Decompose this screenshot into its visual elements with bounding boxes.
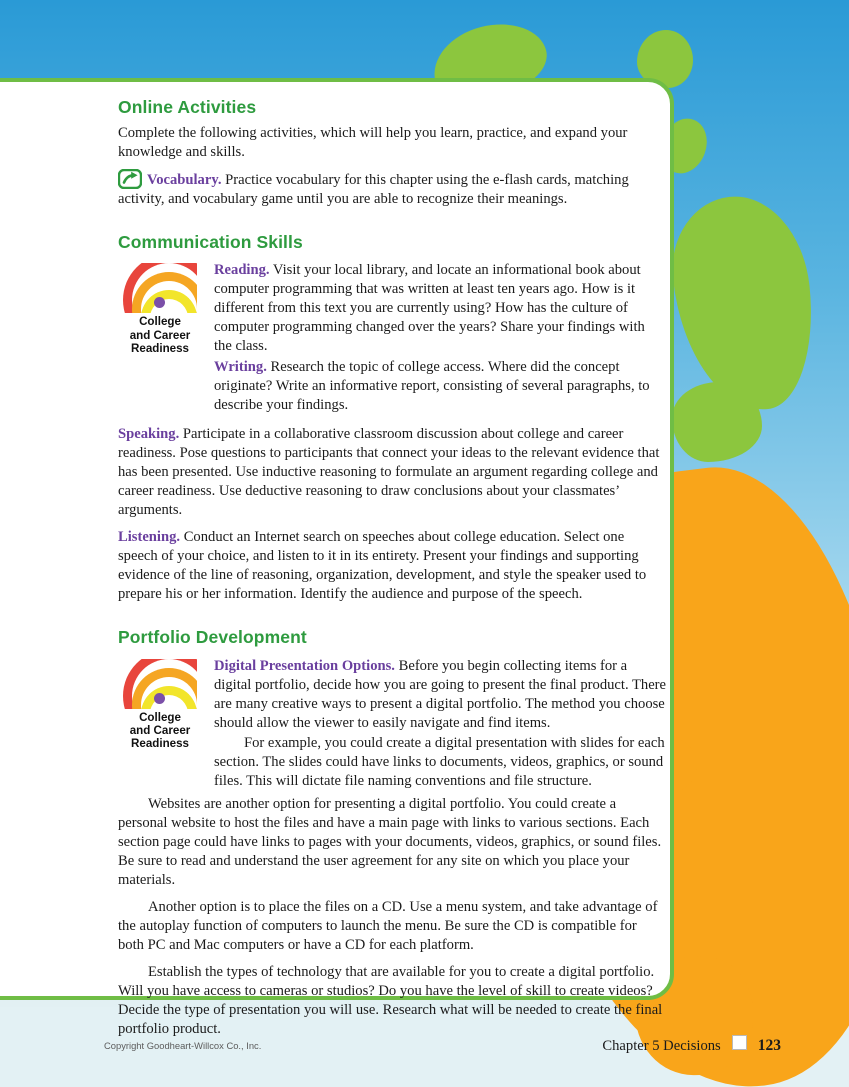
portfolio-paragraph: Another option is to place the files on a CD. Use a menu system, and take advantage of the autoplay function of computers to launch the menu. Be sure the CD is compatible for both PC and Mac computers or have a CD for each platform. [118, 899, 658, 954]
section-heading-portfolio-development: Portfolio Development [118, 626, 307, 647]
ccr-arcs-icon [123, 263, 197, 313]
ccr-arcs-icon [123, 659, 197, 709]
activity-speaking [118, 425, 666, 520]
page-body [118, 96, 666, 1039]
activity-listening [118, 528, 666, 604]
portfolio-development-block [118, 657, 666, 792]
section-heading-communication-skills: Communication Skills [118, 231, 303, 252]
portfolio-paragraph: Websites are another option for presenting a digital portfolio. You could create a personal website to host the files and have a main page with links to various sections. Each section page could have links to pages with your documents, videos, graphics, or sound files. Be sure to read and understand the user agreement for any site on which you place your materials. [118, 796, 662, 889]
section-heading-online-activities: Online Activities [118, 97, 257, 117]
activity-text: Conduct an Internet search on speeches about college education. Select one speech of your choice, and listen to it in its entirety. Present your findings and supporting evidence of the line of reasoning, organization, development, and style the speaker used to prepare his or her information. Identify the audience and purpose of the speech. [118, 528, 647, 602]
communication-skills-block [118, 261, 666, 415]
activity-label: Reading. [214, 262, 270, 279]
vocabulary-activity [118, 169, 666, 209]
activity-text: Participate in a collaborative classroom discussion about college and career readiness. Pose questions to participants that connect your ideas to the relevant evidence that has been presented. Use inductive reasoning to formulate an argument regarding college and career readiness. Use deductive reasoning to draw conclusions about your classmates’ arguments. [118, 426, 660, 518]
activity-text: Visit your local library, and locate an informational book about computer programming that was written at least ten years ago. How is it different from this text you are currently using? How has the culture of computer programming changed over the years? Share your findings with the class. [214, 262, 645, 355]
activity-label: Listening. [118, 528, 181, 545]
digital-presentation-options [214, 657, 666, 733]
ccr-caption-line: Readiness [131, 342, 189, 356]
college-career-readiness-logo [118, 263, 202, 355]
activity-writing [214, 358, 666, 415]
activity-reading [214, 261, 666, 356]
activity-label: Digital Presentation Options. [214, 657, 395, 674]
activity-text: Before you begin collecting items for a digital portfolio, decide how you are going to present the final product. There are many creative ways to present a digital portfolio. The method you choose should allow the viewer to easily navigate and find items. [214, 657, 667, 731]
communication-skills-text [214, 261, 666, 415]
chapter-label: Chapter 5 Decisions [602, 1038, 721, 1054]
ccr-caption-line: College [139, 710, 181, 724]
ccr-caption-line: College [139, 315, 181, 329]
ccr-caption-line: Readiness [131, 737, 189, 751]
page-footer [602, 1035, 781, 1055]
footer-decorative-box [732, 1035, 747, 1050]
ccr-caption-line: and Career [129, 328, 191, 342]
activity-text: Research the topic of college access. Where did the concept originate? Write an informative report, consisting of several paragraphs, to describe your findings. [214, 359, 650, 414]
copyright-notice: Copyright Goodheart-Willcox Co., Inc. [104, 1040, 262, 1051]
activity-label: Writing. [214, 359, 267, 376]
page-number: 123 [757, 1037, 781, 1054]
college-career-readiness-logo [118, 659, 202, 751]
ccr-caption-line: and Career [129, 724, 191, 738]
arrow-link-icon[interactable] [118, 169, 142, 189]
portfolio-paragraph: For example, you could create a digital presentation with slides for each section. The slides could have links to documents, videos, graphics, or sound files. This will dictate file naming conventions and file structure. [214, 735, 665, 790]
vocabulary-text: Practice vocabulary for this chapter using the e-flash cards, matching activity, and vocabulary game until you are able to recognize their meanings. [118, 171, 629, 207]
online-activities-intro: Complete the following activities, which will help you learn, practice, and expand your knowledge and skills. [118, 124, 628, 160]
portfolio-paragraph: Establish the types of technology that are available for you to create a digital portfolio. Will you have access to cameras or studios? Do you have the level of skill to create videos? Decide the type of presentation you will use. Research what will be needed to create the final portfolio product. [118, 964, 663, 1038]
ccr-caption [118, 315, 202, 355]
portfolio-development-text [214, 657, 666, 792]
vocabulary-label: Vocabulary. [147, 171, 222, 188]
activity-label: Speaking. [118, 426, 180, 443]
ccr-caption [118, 711, 202, 751]
